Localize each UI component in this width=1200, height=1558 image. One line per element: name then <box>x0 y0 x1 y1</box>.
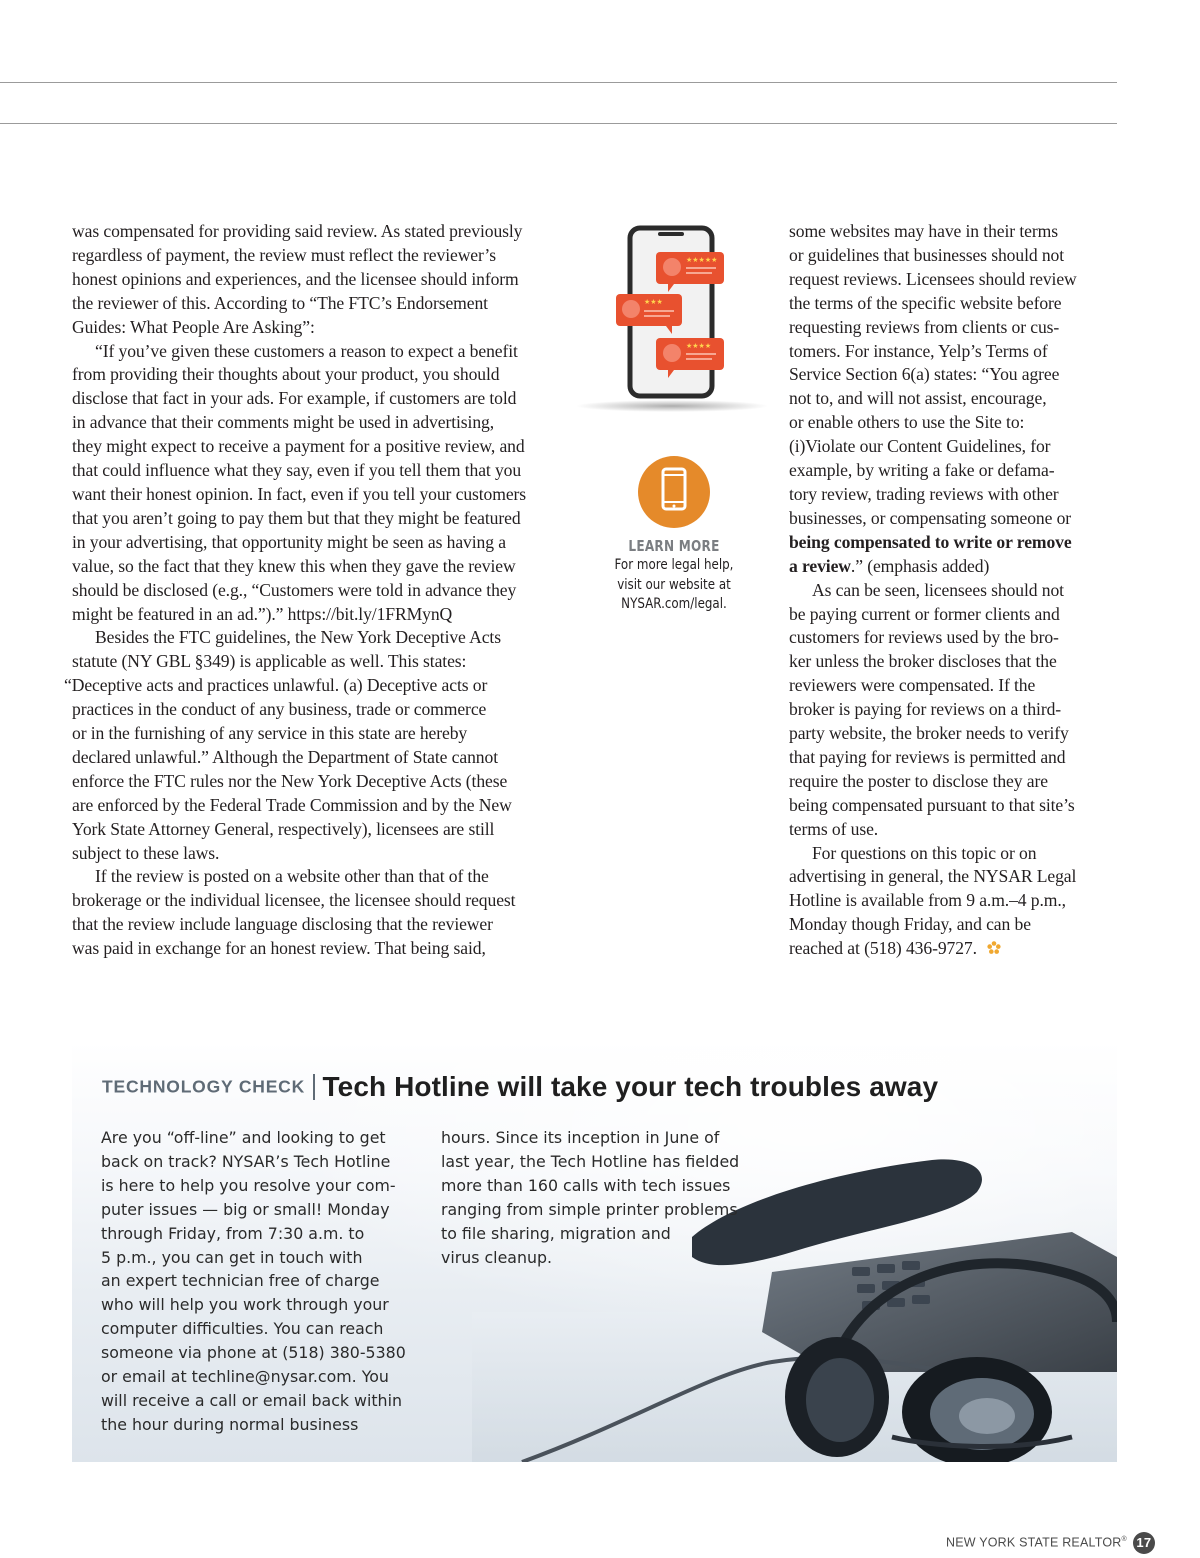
article-line: in your advertising, that opportunity might be seen as having a <box>72 531 506 552</box>
article-line: terms of use. <box>789 818 879 839</box>
article-line: customers for reviews used by the bro- <box>789 627 1059 648</box>
article-line: example, by writing a fake or defama- <box>789 460 1055 481</box>
article-line: some websites may have in their terms <box>789 221 1058 241</box>
article-line: being compensated pursuant to that site’s <box>789 794 1075 815</box>
svg-text:★★★: ★★★ <box>644 298 663 306</box>
article-line: party website, the broker needs to verify <box>789 723 1069 744</box>
tech-line: or email at techline@nysar.com. You <box>101 1367 389 1387</box>
heading-divider <box>313 1074 315 1100</box>
article-line: was compensated for providing said review. As stated previously <box>72 221 523 241</box>
tech-line: is here to help you resolve your com- <box>101 1175 396 1195</box>
article-line: that paying for reviews is permitted and <box>789 746 1066 767</box>
tech-line: puter issues — big or small! Monday <box>101 1199 390 1219</box>
tech-line: Are you “off-line” and looking to get <box>101 1128 386 1147</box>
article-line: As can be seen, licensees should not <box>812 579 1064 600</box>
article-line: subject to these laws. <box>72 842 220 863</box>
tech-line: last year, the Tech Hotline has fielded <box>441 1151 740 1171</box>
article-line: that you aren’t going to pay them but that they might be featured <box>72 507 521 528</box>
phone-reviews-illustration <box>574 220 770 420</box>
article-line: disclose that fact in your ads. For example, if customers are told <box>72 388 517 409</box>
article-line: or enable others to use the Site to: <box>789 412 1025 433</box>
tech-line: to file sharing, migration and <box>441 1223 671 1243</box>
tech-line: back on track? NYSAR’s Tech Hotline <box>101 1151 391 1171</box>
page-footer <box>946 1532 1155 1554</box>
emphasis-note: .” (emphasis added) <box>850 555 990 576</box>
article-line: Hotline is available from 9 a.m.–4 p.m., <box>789 890 1066 911</box>
article-line <box>789 937 1119 961</box>
tech-line: an expert technician free of charge <box>101 1271 380 1291</box>
tech-line: 5 p.m., you can get in touch with <box>101 1247 363 1267</box>
article-line: York State Attorney General, respectively), licensees are still <box>72 818 495 839</box>
article-line: tory review, trading reviews with other <box>789 483 1059 504</box>
article-line: want their honest opinion. In fact, even if you tell your customers <box>72 483 527 504</box>
article-line: honest opinions and experiences, and the licensee should inform <box>72 268 519 289</box>
tech-line: someone via phone at (518) 380-5380 <box>101 1343 406 1363</box>
tech-line: hours. Since its inception in June of <box>441 1128 720 1147</box>
article-line: they might expect to receive a payment for a positive review, and <box>72 436 525 457</box>
article-last-line: reached at (518) 436-9727. <box>789 938 977 959</box>
tech-check-heading <box>102 1071 938 1103</box>
article-line: or guidelines that businesses should not <box>789 244 1065 265</box>
article-line: that could influence what they say, even if you tell them that you <box>72 460 522 481</box>
tech-check-column-left <box>101 1126 406 1437</box>
technology-check-box <box>72 1042 1117 1462</box>
tech-line: who will help you work through your <box>101 1295 389 1315</box>
publication-name: NEW YORK STATE REALTOR <box>946 1535 1122 1550</box>
article-line: not to, and will not assist, encourage, <box>789 388 1047 409</box>
tech-check-kicker: TECHNOLOGY CHECK <box>102 1076 306 1097</box>
article-line: are enforced by the Federal Trade Commission and by the New <box>72 794 512 815</box>
article-line: request reviews. Licensees should review <box>789 268 1077 289</box>
article-line: the reviewer of this. According to “The FTC’s Endorsement <box>72 292 488 313</box>
article-line: value, so the fact that they knew this when they gave the review <box>72 555 516 576</box>
page-number: 17 <box>1133 1532 1155 1554</box>
article-line: tomers. For instance, Yelp’s Terms of <box>789 340 1048 361</box>
tech-check-column-right <box>441 1126 739 1269</box>
tech-line: virus cleanup. <box>441 1247 553 1267</box>
article-line: require the poster to disclose they are <box>789 770 1048 791</box>
article-line: statute (NY GBL §349) is applicable as well. This states: <box>72 651 467 672</box>
tech-line: ranging from simple printer problems <box>441 1199 738 1219</box>
article-column-left <box>64 220 582 961</box>
article-line: advertising in general, the NYSAR Legal <box>789 866 1077 887</box>
tech-line: computer difficulties. You can reach <box>101 1319 384 1339</box>
tech-line: the hour during normal business <box>101 1414 359 1434</box>
article-line: ker unless the broker discloses that the <box>789 651 1057 672</box>
article-line: brokerage or the individual licensee, the licensee should request <box>72 890 516 911</box>
article-line: be paying current or former clients and <box>789 603 1060 624</box>
article-line: declared unlawful.” Although the Department of State cannot <box>72 746 498 767</box>
article-line: or in the furnishing of any service in this state are hereby <box>72 723 468 744</box>
article-line: “Deceptive acts and practices unlawful. (a) Deceptive acts or <box>64 675 488 696</box>
article-line: the terms of the specific website before <box>789 292 1062 313</box>
bold-emphasis: a review <box>789 555 851 576</box>
article-line: was paid in exchange for an honest review. That being said, <box>72 938 486 959</box>
article-line: For questions on this topic or on <box>812 842 1037 863</box>
article-line: Service Section 6(a) states: “You agree <box>789 364 1060 385</box>
learn-more-link[interactable]: NYSAR.com/legal. <box>621 596 727 612</box>
article-line: If the review is posted on a website other than that of the <box>95 866 489 887</box>
article-line: Monday though Friday, and can be <box>789 914 1031 935</box>
registered-mark: ® <box>1121 1536 1127 1544</box>
svg-text:★★★★★: ★★★★★ <box>686 256 718 264</box>
tech-line: through Friday, from 7:30 a.m. to <box>101 1223 365 1243</box>
tech-line: more than 160 calls with tech issues <box>441 1175 731 1195</box>
article-line: that the review include language disclosing that the reviewer <box>72 914 493 935</box>
article-line: in advance that their comments might be used in advertising, <box>72 412 495 433</box>
article-line: regardless of payment, the review must reflect the reviewer’s <box>72 244 496 265</box>
learn-more-title: LEARN MORE <box>628 537 720 555</box>
tech-check-title: Tech Hotline will take your tech troubles away <box>322 1071 939 1102</box>
article-line: “If you’ve given these customers a reason to expect a benefit <box>95 340 518 361</box>
smartphone-icon <box>638 456 710 528</box>
article-line: reviewers were compensated. If the <box>789 675 1036 696</box>
article-line: from providing their thoughts about your product, you should <box>72 364 500 385</box>
article-line <box>789 555 1119 579</box>
tech-line: will receive a call or email back within <box>101 1390 402 1410</box>
top-rule-1 <box>0 82 1117 83</box>
article-line: Besides the FTC guidelines, the New York Deceptive Acts <box>95 627 501 648</box>
learn-more-sidebar <box>600 456 748 615</box>
learn-more-text: For more legal help, <box>614 557 734 573</box>
article-line: Guides: What People Are Asking”: <box>72 316 315 337</box>
article-line: businesses, or compensating someone or <box>789 507 1072 528</box>
article-line: practices in the conduct of any business, trade or commerce <box>72 699 487 720</box>
article-line: should be disclosed (e.g., “Customers were told in advance they <box>72 579 517 600</box>
article-line: (i)Violate our Content Guidelines, for <box>789 436 1051 457</box>
article-line: being compensated to write or remove <box>789 531 1072 552</box>
article-line: requesting reviews from clients or cus- <box>789 316 1060 337</box>
svg-text:★★★★: ★★★★ <box>686 342 712 350</box>
article-column-right <box>789 220 1119 961</box>
article-line: broker is paying for reviews on a third- <box>789 699 1062 720</box>
end-mark-icon <box>986 940 1002 956</box>
learn-more-text: visit our website at <box>617 576 731 593</box>
article-line: might be featured in an ad.”).” https://bit.ly/1FRMynQ <box>72 603 453 624</box>
article-line: enforce the FTC rules nor the New York Deceptive Acts (these <box>72 770 508 791</box>
top-rule-2 <box>0 123 1117 124</box>
